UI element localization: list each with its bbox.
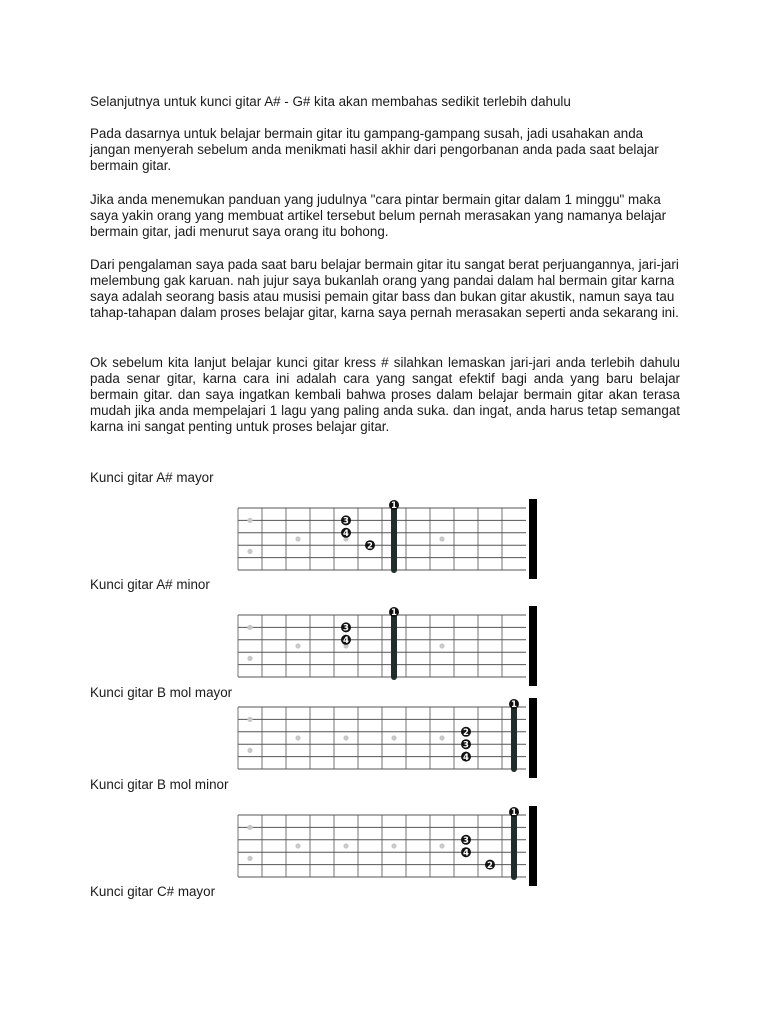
finger-marker [461, 727, 471, 738]
inlay-dot [439, 843, 444, 848]
inlay-dot [343, 843, 348, 848]
finger-marker [341, 528, 351, 539]
inlay-dot [295, 643, 300, 648]
barre-finger-marker [509, 699, 519, 710]
inlay-dot [439, 643, 444, 648]
finger-marker [485, 860, 495, 871]
guitar-nut [529, 806, 537, 886]
inlay-dot [247, 717, 252, 722]
paragraph-2: Jika anda menemukan panduan yang judulnya "cara pintar bermain gitar dalam 1 minggu" maka saya yakin orang yang membuat artikel tersebut belum pernah merasakan yang namanya belajar bermain gitar, jadi menurut saya orang itu bohong. [90, 192, 667, 239]
chord-svg [236, 606, 537, 686]
inlay-dot [391, 735, 396, 740]
paragraph-3: Dari pengalaman saya pada saat baru belajar bermain gitar itu sangat berat perjuangannya, jari-jari melembung gak karuan. nah jujur saya bukanlah orang yang pandai dalam hal bermain gitar karna saya adalah seorang basis atau musisi pemain gitar bass dan bukan gitar akustik, namun saya tau tahap-tahapan dalam proses belajar gitar, karna saya pernah merasakan seperti anda sekarang ini. [90, 257, 679, 320]
paragraph-4: Ok sebelum kita lanjut belajar kunci gitar kress # silahkan lemaskan jari-jari anda terlebih dahulu pada senar gitar, karna cara ini adalah cara yang sangat efektif bagi anda yang baru belajar bermain gitar. dan saya ingatkan kembali bahwa proses dalam belajar bermain gitar akan terasa mudah jika anda mempelajari 1 lagu yang paling anda suka. dan ingat, anda harus tetap semangat karna ini sangat penting untuk proses belajar gitar. [90, 355, 680, 434]
inlay-dot [247, 825, 252, 830]
finger-marker [461, 739, 471, 750]
svg-text:1: 1 [391, 608, 397, 619]
svg-text:2: 2 [487, 860, 493, 871]
finger-marker [341, 515, 351, 526]
chord-diagram-a-sharp-minor [236, 606, 537, 686]
inlay-dot [247, 518, 252, 523]
inlay-dot [391, 843, 396, 848]
svg-text:3: 3 [343, 516, 349, 527]
finger-marker [341, 635, 351, 646]
inlay-dot [439, 735, 444, 740]
next-heading: Kunci gitar C# mayor [90, 884, 216, 899]
guitar-nut [529, 606, 537, 686]
svg-text:4: 4 [463, 848, 469, 859]
barre-finger-marker [509, 807, 519, 818]
guitar-nut [529, 499, 537, 579]
finger-marker [461, 752, 471, 763]
barre-bar [511, 812, 517, 880]
svg-text:1: 1 [391, 501, 397, 512]
svg-text:1: 1 [511, 700, 517, 711]
chord-diagram-a-sharp-major [236, 499, 537, 579]
inlay-dot [439, 536, 444, 541]
barre-finger-marker [389, 607, 399, 618]
finger-marker [365, 540, 375, 551]
chord-svg [236, 698, 537, 778]
svg-text:4: 4 [343, 529, 349, 539]
finger-marker [461, 835, 471, 846]
inlay-dot [295, 843, 300, 848]
inlay-dot [343, 735, 348, 740]
finger-marker [341, 622, 351, 633]
svg-text:3: 3 [463, 740, 469, 751]
finger-marker [461, 847, 471, 858]
barre-bar [511, 704, 517, 772]
paragraph-1: Pada dasarnya untuk belajar bermain gitar itu gampang-gampang susah, jadi usahakan anda jangan menyerah sebelum anda menikmati hasil akhir dari pengorbanan anda pada saat belajar bermain gitar. [90, 126, 659, 173]
intro-line: Selanjutnya untuk kunci gitar A# - G# kita akan membahas sedikit terlebih dahulu [90, 94, 571, 109]
svg-text:3: 3 [463, 836, 469, 846]
barre-bar [391, 505, 397, 573]
chord-title-a-sharp-major: Kunci gitar A# mayor [90, 470, 214, 485]
chord-title-b-flat-minor: Kunci gitar B mol minor [90, 777, 229, 792]
svg-text:2: 2 [463, 728, 469, 738]
chord-svg [236, 806, 537, 886]
inlay-dot [295, 735, 300, 740]
svg-text:3: 3 [343, 623, 349, 634]
svg-text:4: 4 [343, 636, 349, 646]
inlay-dot [247, 549, 252, 554]
barre-bar [391, 612, 397, 680]
chord-diagram-b-flat-major [236, 698, 537, 778]
inlay-dot [247, 856, 252, 861]
chord-svg [236, 499, 537, 579]
inlay-dot [247, 656, 252, 661]
chord-title-a-sharp-minor: Kunci gitar A# minor [90, 577, 210, 592]
svg-text:1: 1 [511, 808, 517, 819]
inlay-dot [247, 625, 252, 630]
inlay-dot [247, 748, 252, 753]
guitar-nut [529, 698, 537, 778]
inlay-dot [295, 536, 300, 541]
chord-diagram-b-flat-minor [236, 806, 537, 886]
svg-text:2: 2 [367, 541, 373, 552]
svg-text:4: 4 [463, 752, 469, 763]
chord-title-b-flat-major: Kunci gitar B mol mayor [90, 685, 233, 700]
barre-finger-marker [389, 500, 399, 511]
